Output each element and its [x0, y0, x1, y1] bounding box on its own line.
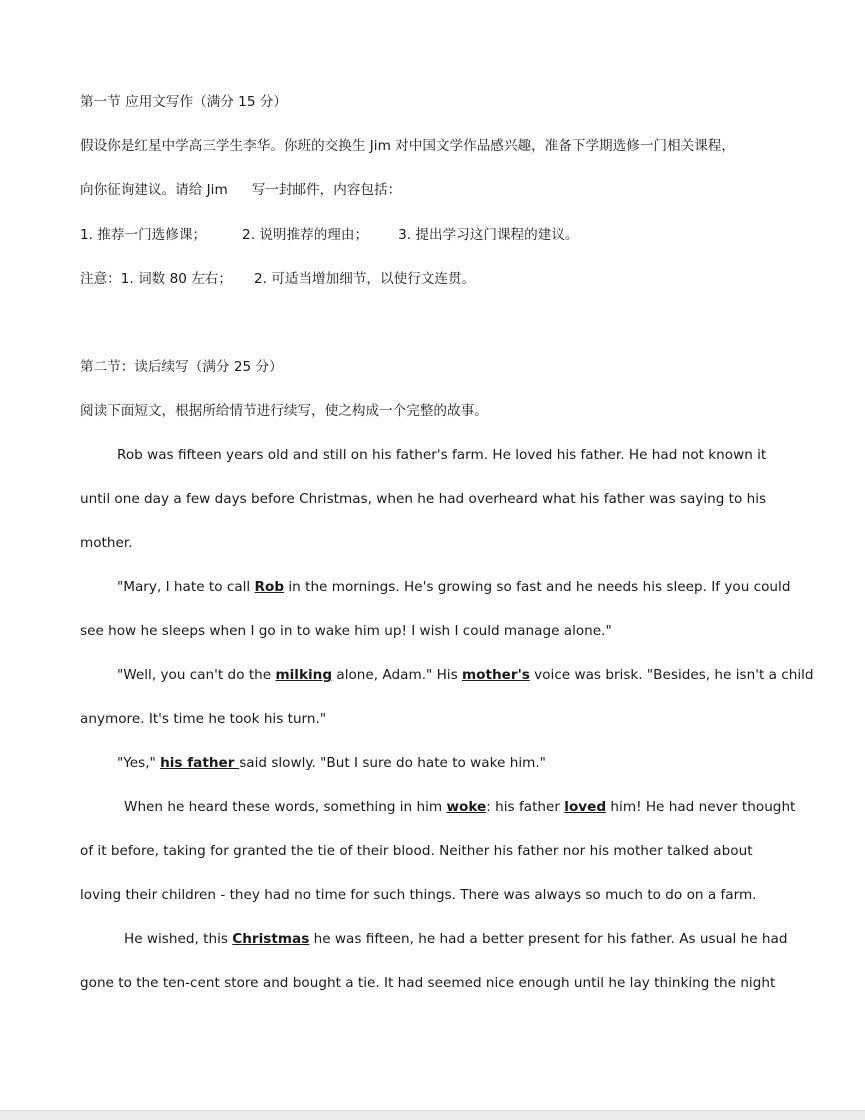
underlined-word-christmas: Christmas [232, 931, 310, 947]
story-text: : his father [486, 799, 565, 815]
story-p3-line1 [117, 665, 837, 685]
note-details: 2. 可适当增加细节，以使行文连贯。 [253, 271, 476, 287]
section1-prompt-line2-part1: 向你征询建议。请给 Jim [80, 182, 228, 198]
story-text: When he heard these words, something in him [124, 799, 447, 815]
story-p2-line1 [117, 577, 837, 597]
underlined-word-loved: loved [564, 799, 607, 815]
section2-title: 第二节：读后续写（满分 25 分） [80, 359, 283, 375]
story-text: said slowly. "But I sure do hate to wake him." [239, 755, 546, 771]
story-text: he was fifteen, he had a better present for his father. As usual he had [309, 931, 788, 947]
story-p6-line1 [124, 929, 844, 949]
story-p5-line2: of it before, taking for granted the tie of their blood. Neither his father nor his mother talked about [80, 843, 753, 859]
section1-prompt-line2 [80, 180, 800, 200]
requirement-item-2: 2. 说明推荐的理由； [242, 227, 369, 243]
underlined-word-milking: milking [275, 667, 333, 683]
underlined-word-woke: woke [446, 799, 487, 815]
underlined-word-mothers: mother's [462, 667, 530, 683]
underlined-word-rob: Rob [254, 579, 285, 595]
story-text: He wished, this [124, 931, 233, 947]
section1-notes [80, 269, 800, 289]
story-text: him! He had never thought [606, 799, 796, 815]
story-text: "Yes," [117, 755, 161, 771]
section2-instruction: 阅读下面短文，根据所给情节进行续写，使之构成一个完整的故事。 [80, 403, 488, 419]
story-p2-line2: see how he sleeps when I go in to wake him up! I wish I could manage alone." [80, 623, 612, 639]
story-p5-line1 [124, 797, 844, 817]
section1-title: 第一节 应用文写作（满分 15 分） [80, 94, 287, 110]
story-text: voice was brisk. "Besides, he isn't a child [529, 667, 814, 683]
requirement-item-3: 3. 提出学习这门课程的建议。 [398, 227, 579, 243]
section1-requirements [80, 225, 800, 245]
story-text: "Well, you can't do the [117, 667, 276, 683]
story-text: "Mary, I hate to call [117, 579, 255, 595]
section1-prompt-line2-part2: 写一封邮件，内容包括： [251, 182, 402, 198]
story-p1-line2: until one day a few days before Christmas, when he had overheard what his father was saying to his [80, 491, 767, 507]
requirement-item-1: 1. 推荐一门选修课； [80, 227, 207, 243]
story-p1-line3: mother. [80, 535, 133, 551]
story-p6-line2: gone to the ten-cent store and bought a tie. It had seemed nice enough until he lay thinking the night [80, 975, 776, 991]
note-word-count: 注意：1. 词数 80 左右； [80, 271, 232, 287]
story-text: alone, Adam." His [332, 667, 462, 683]
story-p5-line3: loving their children - they had no time for such things. There was always so much to do on a farm. [80, 887, 757, 903]
underlined-phrase-his-father: his father [160, 755, 240, 771]
section1-prompt-line1: 假设你是红星中学高三学生李华。你班的交换生 Jim 对中国文学作品感兴趣，准备下学期选修一门相关课程， [80, 138, 735, 154]
story-p3-line2: anymore. It's time he took his turn." [80, 711, 327, 727]
story-text: in the mornings. He's growing so fast and he needs his sleep. If you could [284, 579, 791, 595]
story-p1-line1: Rob was fifteen years old and still on his father's farm. He loved his father. He had not known it [117, 447, 767, 463]
story-p4-line1 [117, 753, 837, 773]
